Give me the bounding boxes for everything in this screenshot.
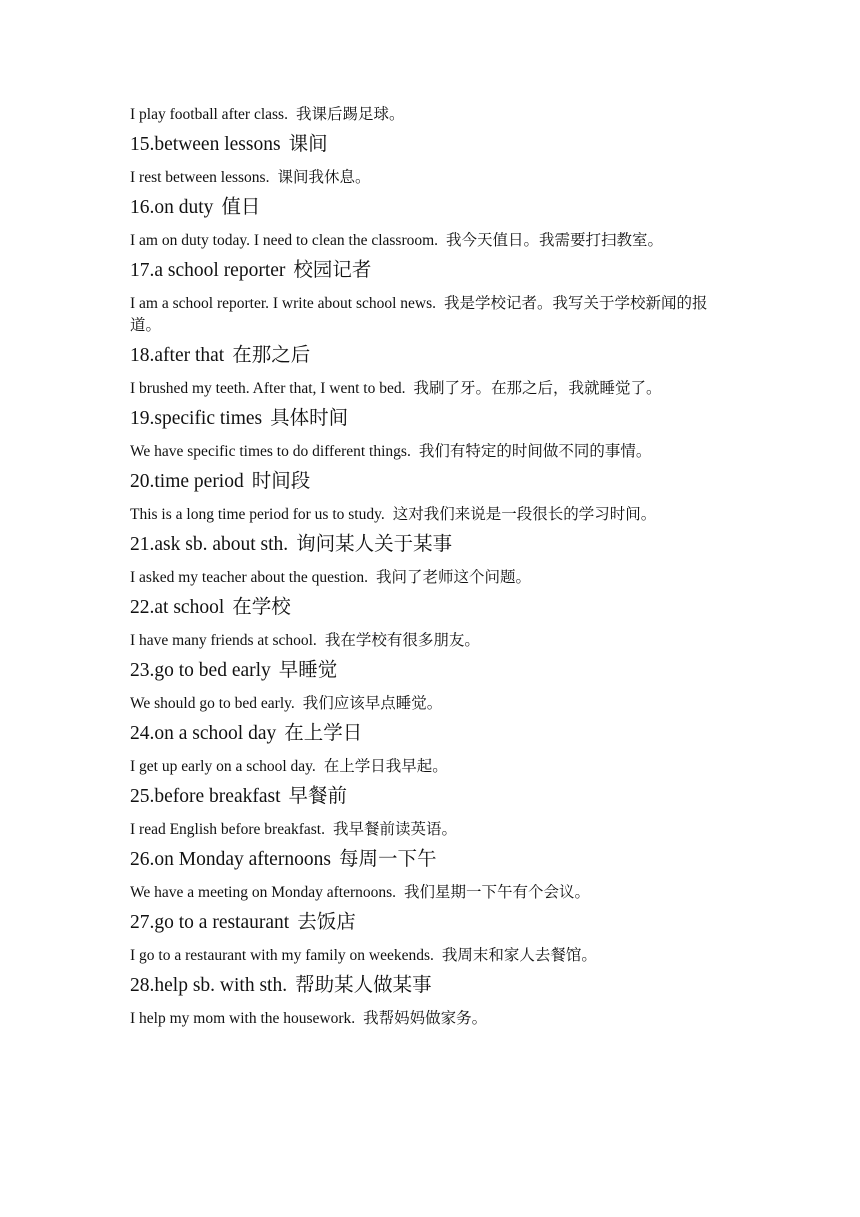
phrase-text: 19.specific times [130,408,263,429]
phrase-text: 18.after that [130,345,225,366]
phrase-heading [130,910,730,936]
phrase-heading [130,406,730,432]
phrase-text: 17.a school reporter [130,260,286,281]
phrase-heading [130,532,730,558]
phrase-meaning: 校园记者 [293,260,372,281]
phrase-meaning: 在那之后 [232,345,311,366]
example-sentence [130,693,730,715]
phrase-entry [130,595,730,658]
example-chinese: 课间我休息。 [277,169,371,186]
phrase-entry [130,343,730,406]
phrase-entry [130,910,730,973]
document-page [130,104,730,1036]
example-chinese: 我们应该早点睡觉。 [302,695,443,712]
phrase-entry [130,469,730,532]
example-sentence [130,167,730,189]
example-chinese: 我在学校有很多朋友。 [324,632,480,649]
example-sentence [130,882,730,904]
phrase-heading [130,721,730,747]
phrase-meaning: 早睡觉 [278,660,338,681]
phrase-entry [130,784,730,847]
example-sentence [130,378,730,400]
phrase-entry [130,847,730,910]
example-chinese: 我是学校记者。我写关于学校新闻的报道。 [130,295,708,334]
phrase-text: 16.on duty [130,197,214,218]
phrase-text: 28.help sb. with sth. [130,975,288,996]
example-sentence [130,504,730,526]
example-english: I brushed my teeth. After that, I went to bed. [130,380,406,397]
phrase-meaning: 课间 [288,134,328,155]
example-english: I help my mom with the housework. [130,1010,356,1027]
phrase-entry [130,406,730,469]
phrase-entry [130,258,730,343]
example-english: I am a school reporter. I write about school news. [130,295,437,312]
phrase-meaning: 在学校 [232,597,291,618]
example-chinese: 我今天值日。我需要打扫教室。 [446,232,664,249]
phrase-heading [130,195,730,221]
phrase-text: 24.on a school day [130,723,277,744]
intro-example [130,104,730,126]
phrase-meaning: 具体时间 [270,408,349,429]
phrase-meaning: 询问某人关于某事 [296,534,453,555]
example-english: We have specific times to do different things. [130,443,411,460]
example-english: I play football after class. [130,106,288,123]
example-chinese: 我们星期一下午有个会议。 [404,884,591,901]
example-sentence [130,630,730,652]
phrase-meaning: 早餐前 [288,786,348,807]
example-english: I asked my teacher about the question. [130,569,369,586]
example-english: We have a meeting on Monday afternoons. [130,884,397,901]
example-english: I read English before breakfast. [130,821,325,838]
phrase-text: 20.time period [130,471,244,492]
phrase-text: 27.go to a restaurant [130,912,290,933]
phrase-meaning: 时间段 [251,471,311,492]
example-chinese: 这对我们来说是一段很长的学习时间。 [392,506,657,523]
phrase-meaning: 在上学日 [284,723,363,744]
phrase-heading [130,132,730,158]
phrase-entry [130,532,730,595]
example-chinese: 我们有特定的时间做不同的事情。 [418,443,652,460]
example-sentence [130,567,730,589]
example-sentence [130,1008,730,1030]
phrase-text: 26.on Monday afternoons [130,849,331,870]
phrase-text: 22.at school [130,597,225,618]
example-english: I rest between lessons. [130,169,270,186]
example-sentence [130,819,730,841]
phrase-heading [130,973,730,999]
example-sentence [130,756,730,778]
example-chinese: 我周末和家人去餐馆。 [441,947,597,964]
phrase-text: 21.ask sb. about sth. [130,534,289,555]
phrase-text: 23.go to bed early [130,660,271,681]
phrase-meaning: 去饭店 [297,912,356,933]
phrase-heading [130,658,730,684]
phrase-meaning: 帮助某人做某事 [295,975,432,996]
example-chinese: 在上学日我早起。 [323,758,448,775]
phrase-list [130,132,730,1036]
example-sentence [130,945,730,967]
phrase-heading [130,595,730,621]
example-chinese: 我课后踢足球。 [295,106,405,123]
example-sentence [130,230,730,252]
example-sentence [130,293,730,337]
phrase-meaning: 每周一下午 [338,849,437,870]
example-chinese: 我刷了牙。在那之后，我就睡觉了。 [413,380,662,397]
example-chinese: 我问了老师这个问题。 [376,569,532,586]
example-english: I go to a restaurant with my family on weekends. [130,947,434,964]
phrase-entry [130,195,730,258]
example-english: I have many friends at school. [130,632,317,649]
example-chinese: 我早餐前读英语。 [332,821,457,838]
phrase-heading [130,784,730,810]
example-english: We should go to bed early. [130,695,295,712]
phrase-entry [130,132,730,195]
example-chinese: 我帮妈妈做家务。 [363,1010,488,1027]
phrase-entry [130,658,730,721]
phrase-meaning: 值日 [221,197,261,218]
example-english: I am on duty today. I need to clean the classroom. [130,232,439,249]
phrase-entry [130,973,730,1036]
phrase-text: 25.before breakfast [130,786,281,807]
phrase-heading [130,847,730,873]
phrase-heading [130,258,730,284]
example-english: This is a long time period for us to study. [130,506,385,523]
phrase-text: 15.between lessons [130,134,281,155]
example-english: I get up early on a school day. [130,758,316,775]
example-sentence [130,441,730,463]
phrase-entry [130,721,730,784]
phrase-heading [130,469,730,495]
phrase-heading [130,343,730,369]
